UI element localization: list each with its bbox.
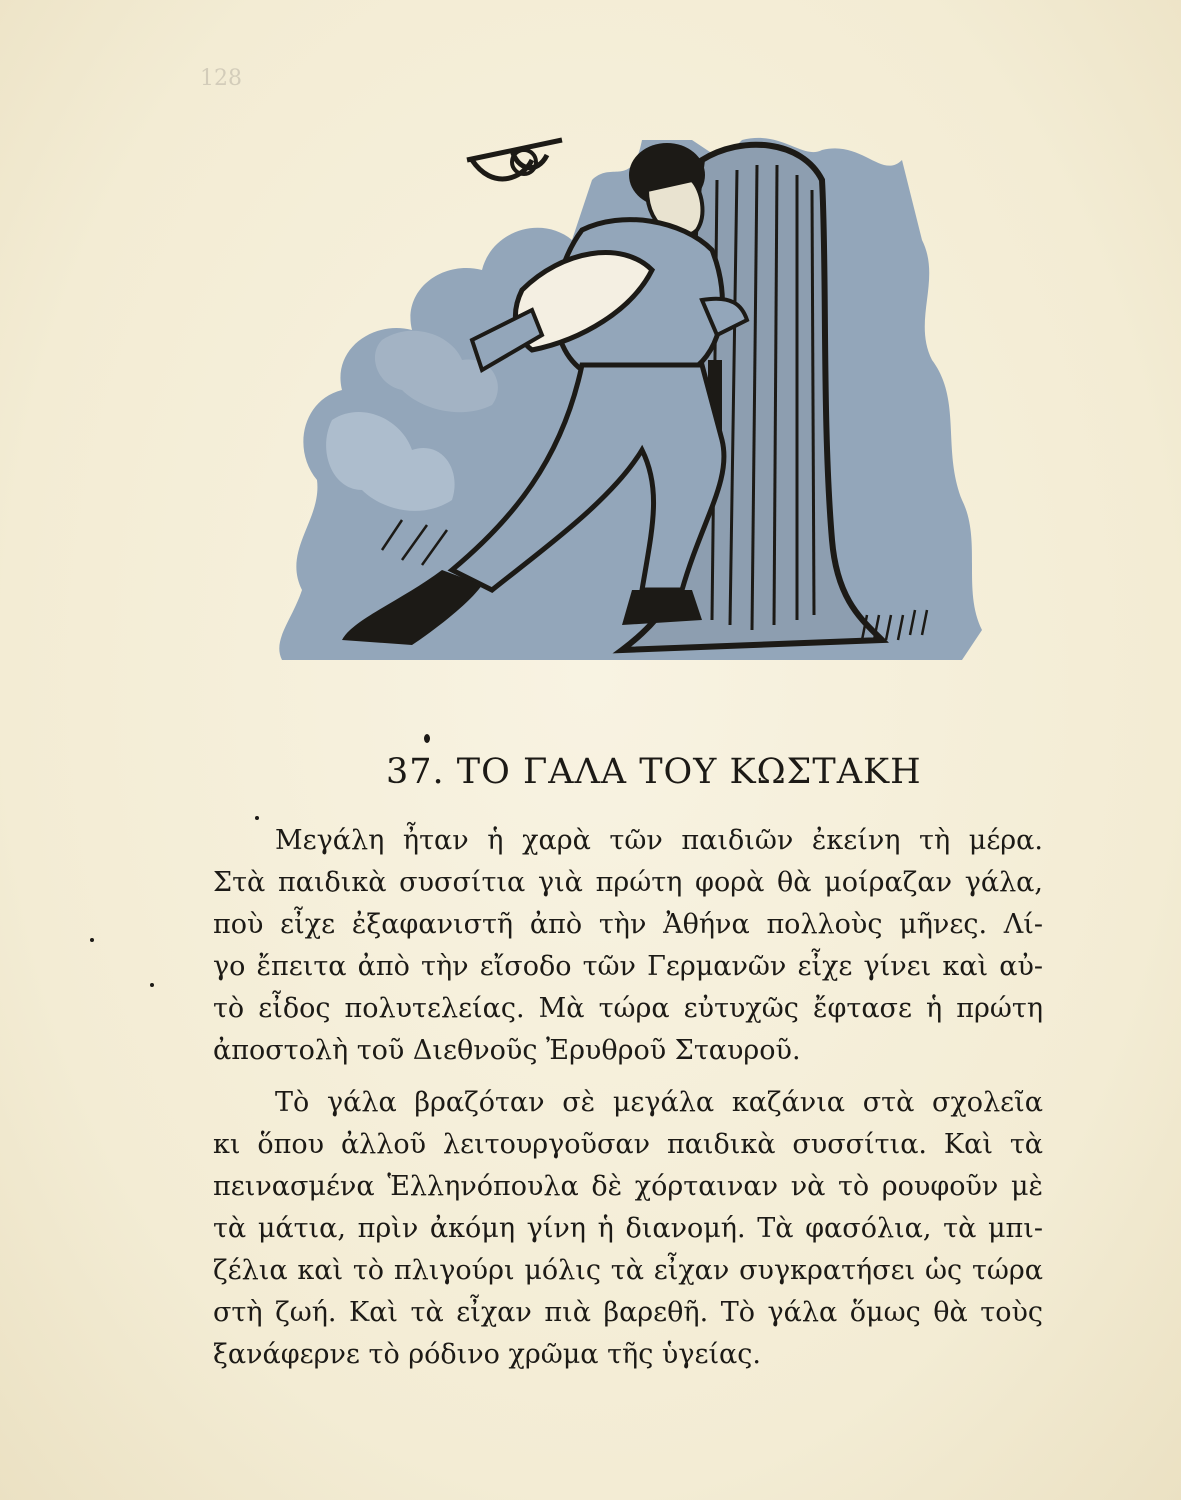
illustration-boy-with-sling-at-door [262, 120, 1002, 680]
text-line: τὰ μάτια, πρὶν ἀκόμη γίνη ἡ διανομή. Τὰ φασόλια, τὰ μπι- [213, 1213, 1043, 1244]
paragraph-1 [213, 820, 1043, 1072]
chapter-illustration [262, 120, 1002, 680]
ink-speck [255, 816, 259, 820]
page-number: 128 [200, 66, 242, 91]
chapter-body-text [213, 820, 1043, 1376]
paragraph-2 [213, 1082, 1043, 1376]
text-line: κι ὅπου ἀλλοῦ λειτουργοῦσαν παιδικὰ συσσίτια. Καὶ τὰ [213, 1129, 1043, 1160]
text-line: Μεγάλη ἦταν ἡ χαρὰ τῶν παιδιῶν ἐκείνη τὴ μέρα. [275, 825, 1043, 856]
chapter-title: 37. ΤΟ ΓΑΛΑ ΤΟΥ ΚΩΣΤΑΚΗ [386, 752, 922, 792]
text-line: ζέλια καὶ τὸ πλιγούρι μόλις τὰ εἶχαν συγκρατήσει ὡς τώρα [213, 1255, 1043, 1286]
text-line: Τὸ γάλα βραζόταν σὲ μεγάλα καζάνια στὰ σχολεῖα [275, 1087, 1043, 1118]
text-line: ἀποστολὴ τοῦ Διεθνοῦς Ἐρυθροῦ Σταυροῦ. [213, 1035, 801, 1066]
text-line: γο ἔπειτα ἀπὸ τὴν εἴσοδο τῶν Γερμανῶν εἶχε γίνει καὶ αὐ- [213, 951, 1043, 982]
text-line: ξανάφερνε τὸ ρόδινο χρῶμα τῆς ὑγείας. [213, 1339, 761, 1370]
ink-speck [424, 734, 430, 743]
text-line: ποὺ εἶχε ἐξαφανιστῆ ἀπὸ τὴν Ἀθήνα πολλοὺς μῆνες. Λί- [213, 909, 1043, 940]
ink-speck [90, 938, 94, 942]
text-line: πεινασμένα Ἑλληνόπουλα δὲ χόρταιναν νὰ τὸ ρουφοῦν μὲ [213, 1171, 1043, 1202]
ink-speck [150, 983, 154, 987]
text-line: τὸ εἶδος πολυτελείας. Μὰ τώρα εὐτυχῶς ἔφτασε ἡ πρώτη [213, 993, 1043, 1024]
text-line: στὴ ζωή. Καὶ τὰ εἶχαν πιὰ βαρεθῆ. Τὸ γάλα ὅμως θὰ τοὺς [213, 1297, 1043, 1328]
text-line: Στὰ παιδικὰ συσσίτια γιὰ πρώτη φορὰ θὰ μοίραζαν γάλα, [213, 867, 1043, 898]
